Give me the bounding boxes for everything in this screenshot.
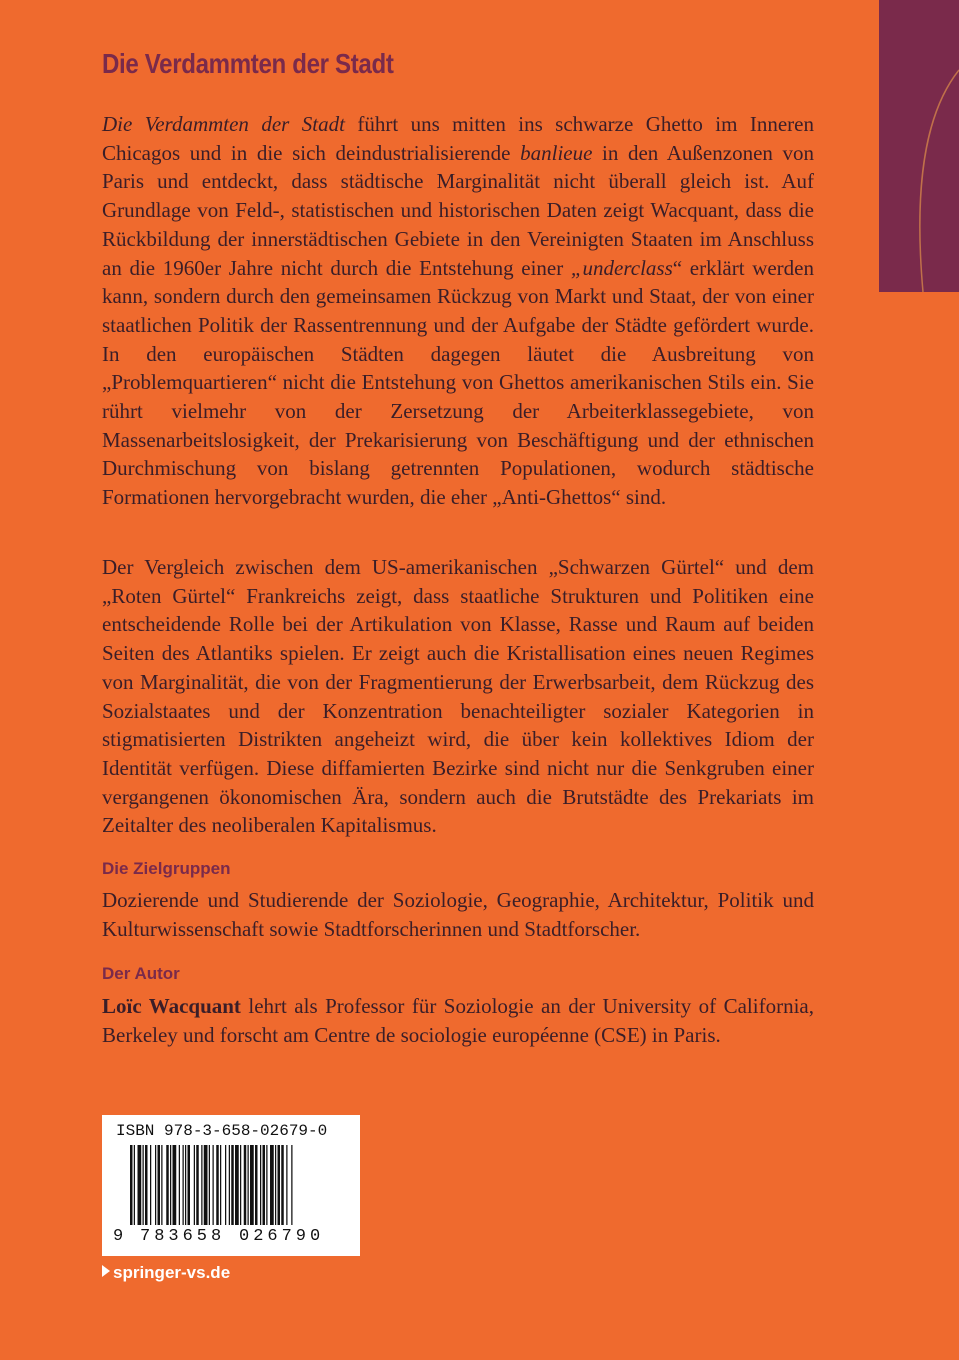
author-heading: Der Autor <box>102 964 180 983</box>
author-bio: lehrt als Professor für Soziologie an der University of California, Berkeley und forscht am Centre de sociologie européenne (CSE) in Paris. <box>102 994 814 1047</box>
page-title: Die Verdammten der Stadt <box>102 48 394 79</box>
description-paragraph-2: Der Vergleich zwischen dem US-amerikanischen „Schwarzen Gürtel“ und dem „Roten Gürtel“ Frankreichs zeigt, dass staatliche Strukturen und Politiken eine entscheidende Rolle bei der Artikulation von Klasse, Rasse und Raum auf beiden Seiten des Atlantiks spielen. Er zeigt auch die Kristallisation eines neuen Regimes von Marginalität, die von der Fragmentierung der Erwerbsarbeit, dem Rückzug des Sozialstaates und der Konzentration benachteiligter sozialer Kategorien in stigmatisierten Distrikten angeheizt wird, die über kein kollektives Idiom der Identität verfügen. Diese diffamierten Bezirke sind nicht nur die Senkgruben einer vergangenen ökonomischen Ära, sondern auch die Brutstädte des Prekariats im Zeitalter des neoliberalen Kapitalismus. <box>102 555 814 838</box>
target-groups-text: Dozierende und Studierende der Soziologie, Geographie, Architektur, Politik und Kulturwissenschaft sowie Stadtforscherinnen und Stadtforscher. <box>102 888 814 941</box>
book-title-italic: Die Verdammten der Stadt <box>102 112 345 136</box>
target-groups-heading: Die Zielgruppen <box>102 859 231 878</box>
text-segment: “ erklärt werden kann, sondern durch den gemeinsamen Rückzug von Markt und Staat, der von einer staatlichen Politik der Rassentrennung und der Aufgabe der Städte gefördert wurde. In den europäischen Städten dagegen läutet die Ausbreitung von „Problemquartieren“ nicht die Entstehung von Ghettos amerikanischen Stils ein. Sie rührt vielmehr von der Zersetzung der Arbeiterklassegebiete, von Massenarbeitslosigkeit, der Prekarisierung von Beschäftigung und der ethnischen Durchmischung von bislang getrennten Populationen, wodurch städtische Formationen hervorgebracht wurden, die eher „Anti-Ghettos“ sind. <box>102 255 815 510</box>
isbn-barcode <box>102 1115 360 1256</box>
text-segment: in den Außenzonen von Paris und entdeckt, dass städtische Marginalität nicht überall gleich ist. Auf Grundlage von Feld-, statistischen und historischen Daten zeigt Wacquant, dass die Rückbildung der innerstädtischen Gebiete in den Vereinigten Staaten im Anschluss an die 1960er Jahre nicht durch die Entstehung einer <box>102 140 815 280</box>
italic-term-underclass: „underclass <box>570 255 673 280</box>
isbn-label: ISBN 978-3-658-02679-0 <box>116 1122 328 1140</box>
author-text <box>102 992 814 1049</box>
italic-term-banlieue: banlieue <box>520 140 593 165</box>
description-paragraph-1 <box>102 110 814 512</box>
arrow-right-icon <box>102 1265 110 1277</box>
website-link[interactable] <box>102 1263 230 1283</box>
barcode-digits-right: 026790 <box>239 1227 325 1246</box>
decorative-arc-icon <box>879 0 959 292</box>
barcode-digit-first: 9 <box>113 1227 124 1246</box>
text-segment: führt uns mitten ins schwarze Ghetto im Inneren Chicagos und in die sich deindustrialisierende <box>102 112 814 165</box>
corner-accent-block <box>879 0 959 292</box>
barcode-digits-left: 783658 <box>140 1227 226 1246</box>
website-text: springer-vs.de <box>113 1263 231 1282</box>
author-name: Loïc Wacquant <box>102 994 241 1018</box>
